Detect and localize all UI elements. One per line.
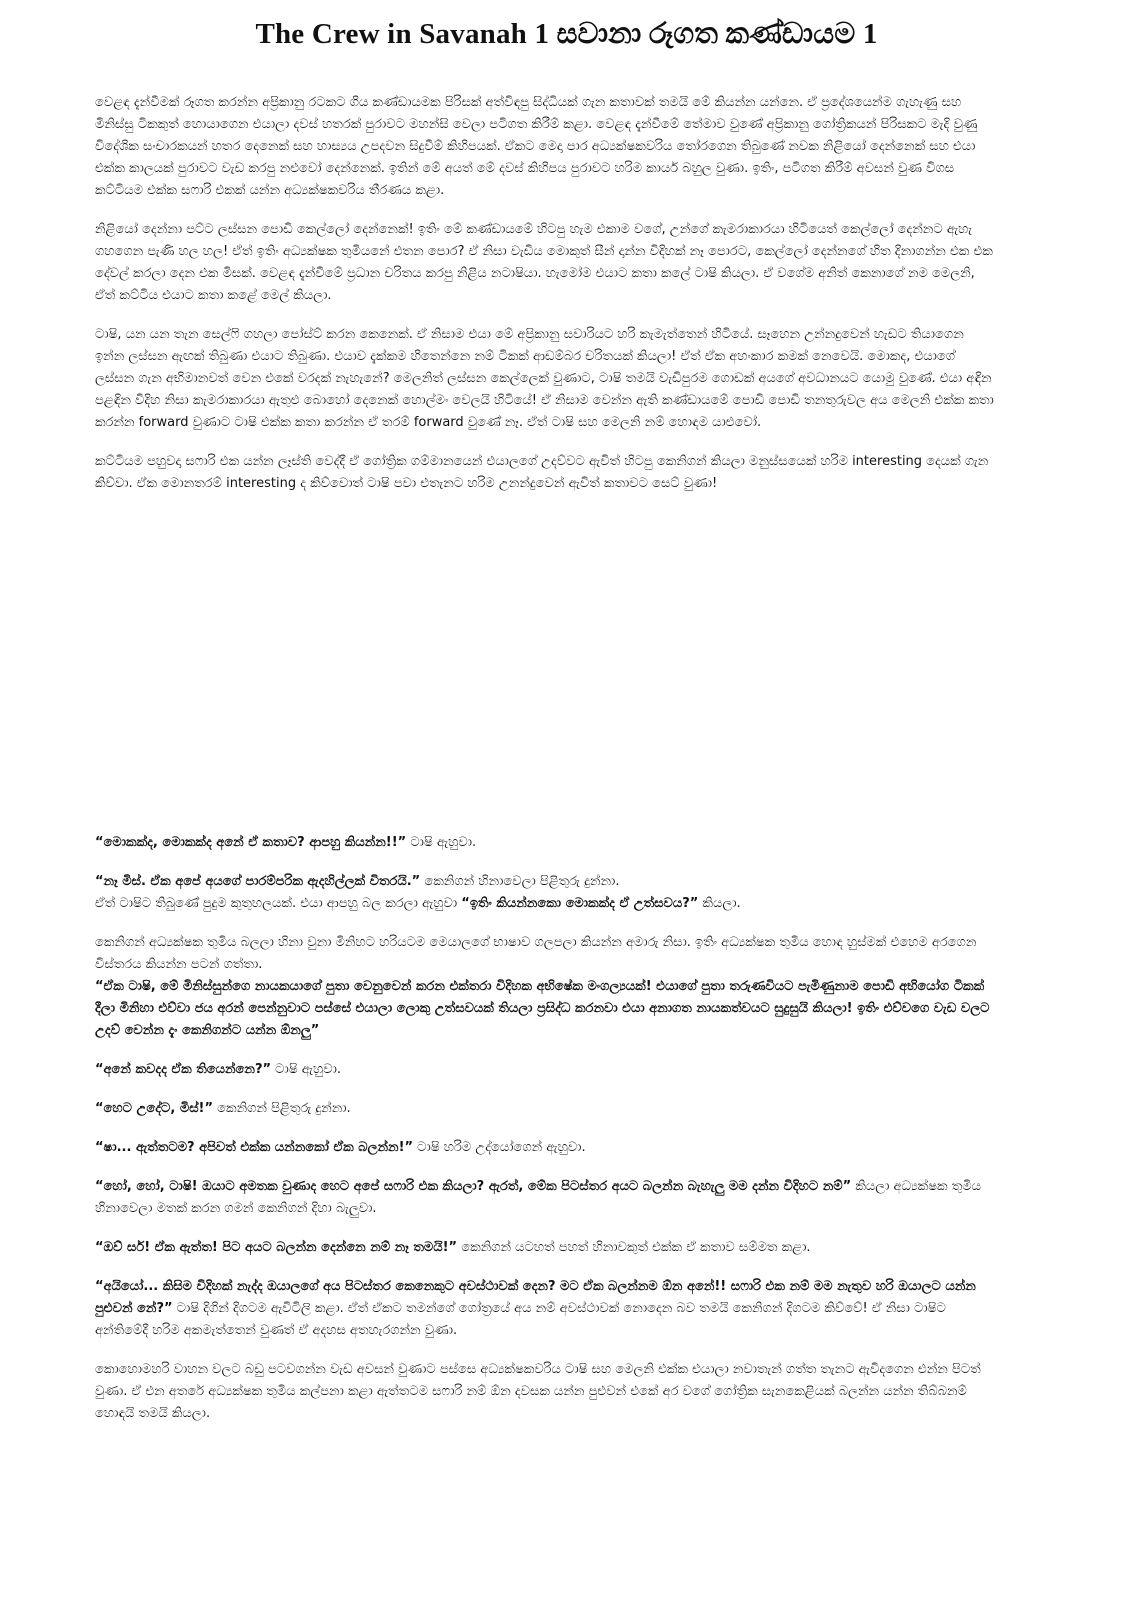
- dialogue-narration: ටාෂි ඇහුවා.: [406, 835, 477, 850]
- dialogue-quote: “ඉතිං කියන්නකො මොකක්ද ඒ උත්සවය?”: [461, 896, 699, 911]
- story-section: [95, 832, 995, 1442]
- dialogue-narration: කියලා අධ්‍යක්ෂක තුමිය හිනාවෙලා මතක් කරන ගමන් කෙනිගන් දිහා බැලුවා.: [95, 1179, 981, 1216]
- intro-paragraph: කට්ටියම පහුවදා සෆාරි එක යන්න ලෑස්ති වෙද්දී ඒ ගෝත්‍රික ගම්මානයෙන් එයාලගේ උදව්වට ඇවිත් හිටපු කෙනිගන් කියලා මනුස්සයෙක් හරිම interesting දෙයක් ගැන කිව්වා. ඒක මොනතරම් interesting ද කිව්වොත් ටාෂි පවා එතැනට හරිම උනන්දුවෙන් ඇවිත් කතාවට සෙට් වුණා!: [95, 454, 989, 491]
- narration-paragraph: කොහොමහරි වාහන වලට බඩු පටවගන්න වැඩ අවසන් වුණාට පස්සෙ අධ්‍යක්ෂකවරිය ටාෂි සහ මෙලනි එක්ක එයාලා නවාතැන් ගත්ත තැනට ඇවිදගෙන එන්න පිටත් වුණා. ඒ එන අතරේ අධ්‍යක්ෂක තුමිය කල්පනා කළා ඇත්තටම සෆාරි නම් ඕන දවසක යන්න පුළුවන් එකේ අර වගේ ගෝත්‍රික සැනකෙළියක් බලන්න යන්න තිබ්බනම් හොඳයි තමයි කියලා.: [95, 1362, 981, 1421]
- document-title: The Crew in Savanah 1 සවානා රූගත කණ්ඩායම 1: [255, 18, 878, 50]
- dialogue-quote: “හෙට උදේට, මිස්!”: [95, 1101, 214, 1116]
- dialogue-narration: ටාෂි හරිම උද්යෝගෙන් ඇහුවා.: [413, 1140, 586, 1155]
- dialogue-paragraph: [95, 1098, 995, 1120]
- dialogue-narration: ඒත් ටාෂිට තිබුණේ පුදුම කුතුහලයක්. එයා ආපහු බල කරලා ඇහුවා: [95, 896, 462, 911]
- dialogue-narration: ටාෂි දිගින් දිගටම ඇවිටිලි කළා. ඒත් ඒකට තමන්ගේ ගෝත්‍රයේ අය නම් අවස්ථාවක් නොදෙන බව තමයි කෙනිගන් දිගටම කිව්වේ! ඒ නිසා ටාෂිට අන්තිමේදී හරිම අකමැත්තෙන් වුණත් ඒ අදහස අතහැරගන්න වුණා.: [95, 1301, 946, 1338]
- dialogue-paragraph: [95, 1176, 995, 1220]
- dialogue-quote: “ඒක ටාෂි, මේ මිනිස්සුන්ගෙ නායකයාගේ පුතා වෙනුවෙන් කරන එක්තරා විදිහක අභිෂේක මංගල්‍යයක්! එයාගේ පුතා තරුණවියට පැමිණුනාම පොඩි අභියෝග ටිකක් දීලා මිනිහා එව්වා ජය අරන් පෙන්නුවාට පස්සේ එයාලා ලොකු උත්සවයක් තියලා ප්‍රසිද්ධ කරනවා එයා අනාගත නායකත්වයට සුදුසුයි කියලා! ඉතිං එව්වගෙ වැඩ වලට උදව් වෙන්න දැං කෙනිගන්ට යන්න ඕනලු”: [95, 979, 990, 1038]
- dialogue-quote: “මොකක්ද, මොකක්ද අනේ ඒ කතාව? ආපහු කියන්න!!”: [95, 835, 407, 850]
- dialogue-quote: “ඔව් සර්! ඒක ඇත්ත! පිට අයට බලන්න දෙන්නෙ නම් නෑ තමයි!”: [95, 1240, 458, 1255]
- dialogue-line: [95, 871, 995, 893]
- dialogue-paragraph: [95, 1137, 995, 1159]
- intro-paragraph: නිළියෝ දෙන්නා පට්ට ලස්සන පොඩි කෙල්ලෝ දෙන්නෙක්! ඉතිං මේ කණ්ඩායමේ හිටපු හැම එකාම වගේ, උන්ගේ කැමරාකාරයා හිටියෙත් කෙල්ලෝ දෙන්නට ඇහැ ගහගෙන පැණි හල හල! ඒත් ඉතිං අධ්‍යක්ෂක තුමියනේ එතන පොර? ඒ නිසා වැඩිය මොකුත් සීන් දාන්න විදිහක් නෑ පොරට, කෙල්ලෝ දෙන්නගේ හිත දිනාගන්න එක එක දේවල් කරලා දෙන එක මිසක්. වෙළඳ දැන්වීමේ ප්‍රධාන චරිතය කරපු නිළිය නටාෂියා. හැමෝම එයාට කතා කලේ ටාෂි කියලා. ඒ වගේම අනිත් කෙනාගේ නම මෙලනි, ඒත් කට්ටිය එයාට කතා කළේ මෙල් කියලා.: [95, 222, 993, 303]
- dialogue-quote: “හෝ, හෝ, ටාෂි! ඔයාට අමතක වුණාද හෙට අපේ සෆාරි එක කියලා? ඇරත්, මේක පිටස්තර අයට බලන්න බැහැලු මම දන්න විදිහට නම්”: [95, 1179, 852, 1194]
- dialogue-paragraph: [95, 871, 995, 915]
- dialogue-narration: ටාෂි ඇහුවා.: [271, 1062, 342, 1077]
- dialogue-paragraph: [95, 832, 995, 854]
- dialogue-quote: “නෑ මිස්. ඒක අපේ අයගේ පාරම්පරික ඇදහිල්ලක් විතරයි.”: [95, 874, 421, 889]
- dialogue-paragraph: [95, 1237, 995, 1259]
- dialogue-narration: කෙනිගන් හිනාවෙලා පිළිතුරු දුන්නා.: [420, 874, 620, 889]
- intro-paragraph: වෙළඳ දැන්වීමක් රූගත කරන්න අප්‍රිකානු රටකට ගිය කණ්ඩායමක පිරිසක් අත්විඳපු සිද්ධියක් ගැන කතාවක් තමයි මේ කියන්න යන්නෙ. ඒ ප්‍රදේශයෙන්ම ගැහැණු සහ මිනිස්සු ටිකකුත් හොයාගෙන එයාලා දවස් හතරක් පුරාවට මහන්සි වෙලා පටිගත කිරීම් කළා. වෙළඳ දැන්වීමේ තේමාව වුණේ අප්‍රිකානු ගෝත්‍රිකයන් පිරිසකට මැදි වුණු විදේශික සංචාරකයන් හතර දෙනෙක් සහ හාස්‍යය උපදවන සිදුවීම් කිහිපයක්. ඒකට මෙදා පාර අධ්‍යක්ෂකවරිය තෝරගෙන තිබුණේ නවක නිළියෝ දෙන්නෙක් සහ එයා එක්ක කාලයක් පුරාවට වැඩ කරපු නළුවෝ දෙන්නෙක්. ඉතින් මේ අයත් මේ දවස් කිහිපය පුරාවට හරිම කාර්ය බහුල වුණා. ඉතිං, පටිගත කිරීම් අවසන් වුණ විගස කට්ටියම එක්ක සෆාරි එකක් යන්න අධ්‍යක්ෂකවරිය තීරණය කළා.: [95, 95, 978, 198]
- dialogue-quote: “අනේ කවදද ඒක තියෙන්නෙ?”: [95, 1062, 272, 1077]
- dialogue-paragraph: [95, 1059, 995, 1081]
- dialogue-paragraph: [95, 1276, 995, 1342]
- narration-paragraph: කෙනිගන් අධ්‍යක්ෂක තුමිය බලලා හිනා වුනා මිනිහට හරියටම මෙයාලගේ භාෂාව ගලපලා කියන්න අමාරු නිසා. ඉතිං අධ්‍යක්ෂක තුමිය හොඳ හුස්මක් එහෙම අරගෙන විස්තරය කියන්න පටන් ගත්තා.: [95, 935, 977, 972]
- dialogue-quote: “අයියෝ... කිසිම විදිහක් නැද්ද ඔයාලගේ අය පිටස්තර කෙනෙකුට අවස්ථාවක් දෙන? මට ඒක බලන්නම ඕන අනේ!! සෆාරි එක නම් මම නැතුව හරි ඔයාලට යන්න පුළුවන් නේ?”: [95, 1279, 976, 1316]
- intro-paragraph: ටාෂි, යන යන තැන සෙල්ෆි ගහලා පෝස්ට් කරන කෙනෙක්. ඒ නිසාම එයා මේ අප්‍රිකානු සවාරියට හරි කැමැත්තෙන් හිටියේ. සෑහෙන උන්නදුවෙන් හැඩට තියාගෙන ඉන්න ලස්සන ඇඟක් තිබුණා එයාට තිබුණා. එයාව දැක්කම හිතෙන්නෙ නම් ටිකක් ආඩම්බර චරිතයක් කියලා! ඒත් ඒක අහංකාර කමක් නෙවෙයි. මොකද, එයාගේ ලස්සන ගැන අභිමානවත් වෙන එකේ වරදක් නැහැනේ? මෙලනිත් ලස්සන කෙල්ලෙක් වුණාට, ටාෂි තමයි වැඩිපුරම ගොඩක් අයගේ අවධානයට යොමු වුණේ. එයා අඳින පළඳින විදිහ නිසා කැමරාකාරයා ඇතුළු බොහෝ දෙනෙක් හොල්මං වෙලයි හිටියේ! ඒ නිසාම වෙන්න ඇති කණ්ඩායමේ පොඩි පොඩි තනතුරුවල අය මෙලනි එක්ක කතා කරන්න forward වුණාට ටාෂි එක්ක කතා කරන්න ඒ තරම් forward වුණේ නෑ. ඒත් ටාෂි සහ මෙලනි නම් හොඳම යාළුවෝ.: [95, 327, 994, 430]
- dialogue-narration: කියලා.: [698, 896, 741, 911]
- dialogue-narration: කෙනිගන් යටහත් පහත් හිනාවකුත් එක්ක ඒ කතාව සම්මත කළා.: [457, 1240, 811, 1255]
- dialogue-paragraph: [95, 976, 995, 1042]
- dialogue-narration: කෙනිගන් පිළිතුරු දුන්නා.: [213, 1101, 351, 1116]
- dialogue-quote: “ෂා... ඇත්තටම? අපිවත් එක්ක යන්නකෝ ඒක බලන්න!”: [95, 1140, 414, 1155]
- intro-section: [95, 92, 995, 512]
- dialogue-line: [95, 893, 995, 915]
